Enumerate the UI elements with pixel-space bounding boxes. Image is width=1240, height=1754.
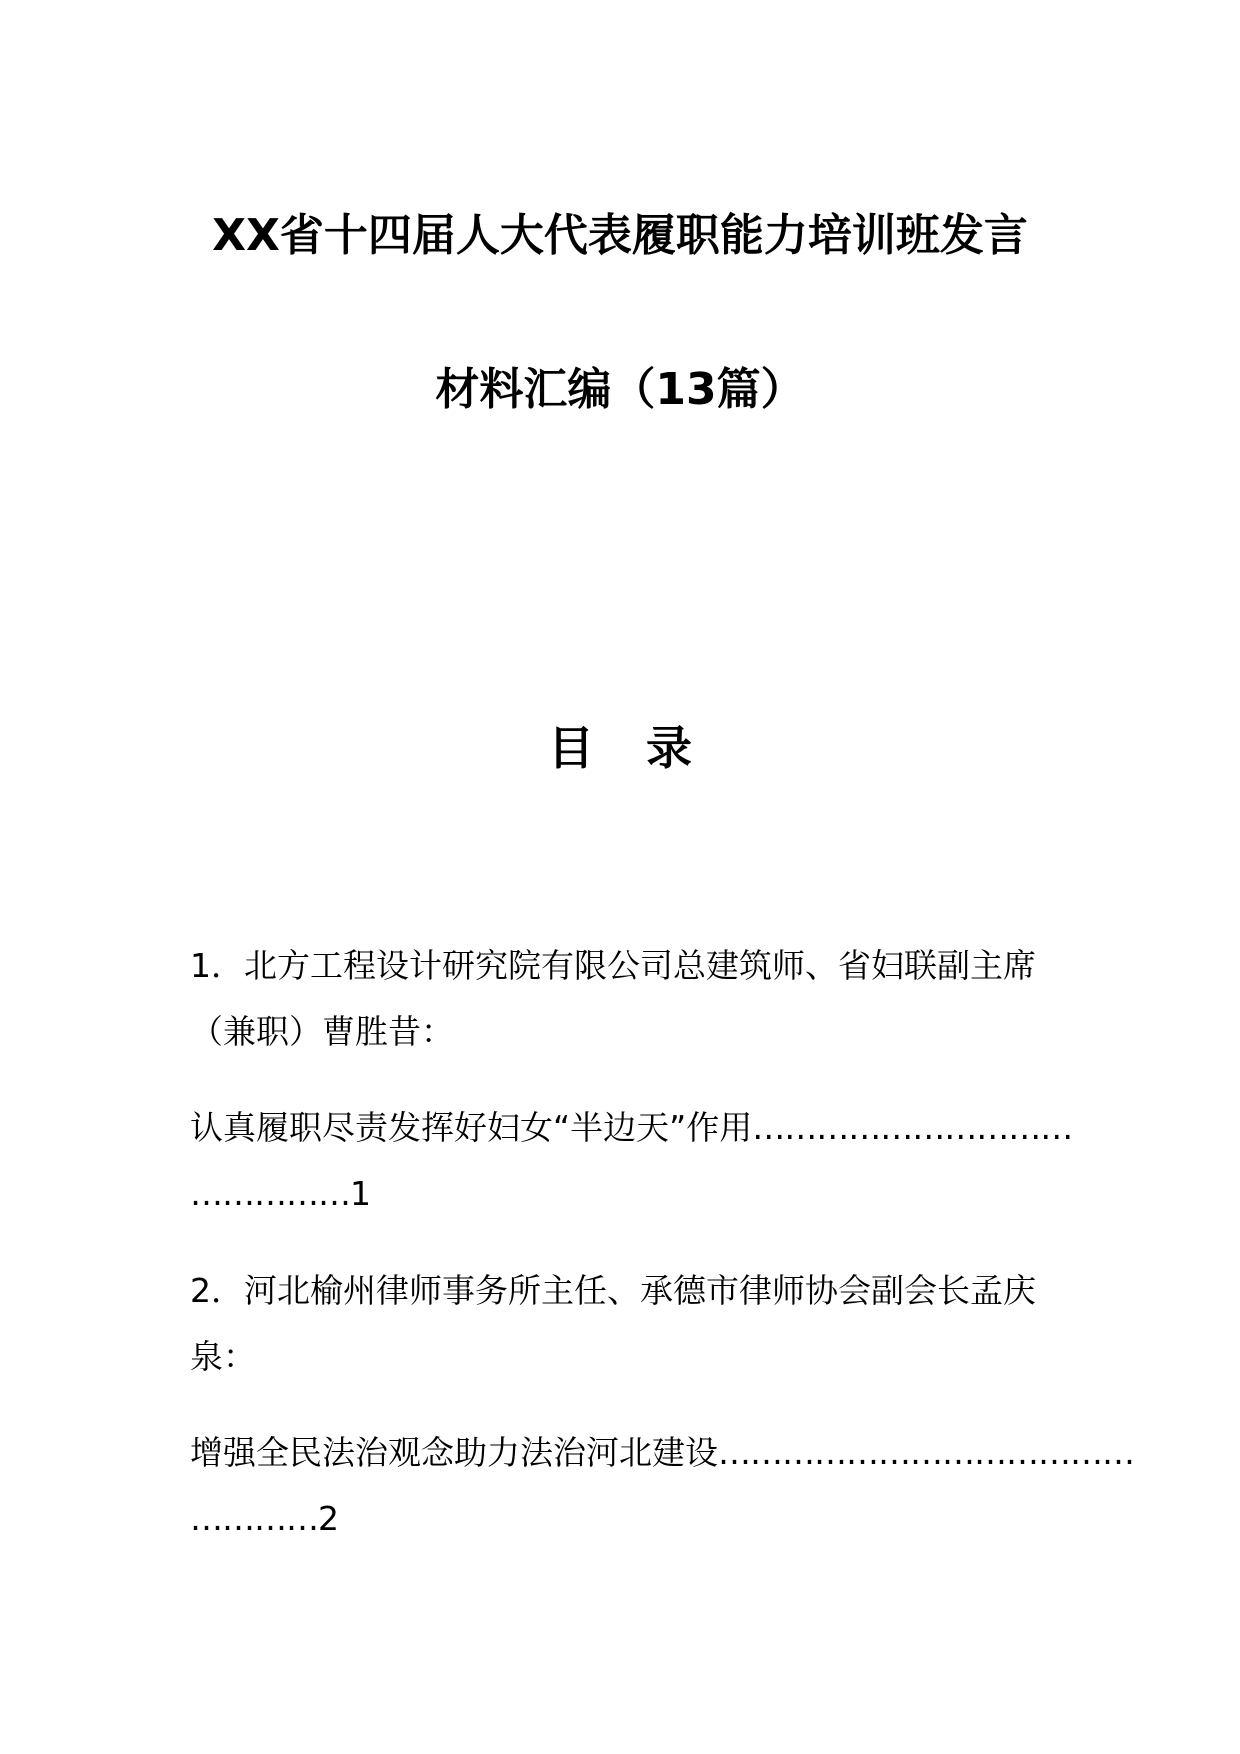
toc-entry-1-page-number: 1 bbox=[350, 1174, 371, 1213]
toc-entry-1-speaker-line-1: 1．北方工程设计研究院有限公司总建筑师、省妇联副主席 bbox=[190, 946, 1036, 985]
toc-entry-2-dot-leader-continued: ………… bbox=[190, 1499, 318, 1538]
toc-entry-1-dot-leader: ………………………… bbox=[752, 1108, 1073, 1147]
toc-entry-2-page-number: 2 bbox=[318, 1499, 339, 1538]
toc-heading: 目 录 bbox=[547, 721, 710, 775]
toc-entry-1-topic: 认真履职尽责发挥好妇女“半边天”作用 bbox=[190, 1108, 753, 1147]
toc-entry-2-speaker-line-2: 泉： bbox=[190, 1337, 256, 1376]
toc-entry-1-topic-row bbox=[190, 1105, 1072, 1151]
document-title-line-2: 材料汇编（13篇） bbox=[435, 364, 805, 415]
toc-entry-1-dot-leader-continued: …………… bbox=[190, 1174, 350, 1213]
toc-entry-2-page-row bbox=[190, 1496, 339, 1542]
document-title-line-1: XX省十四届人大代表履职能力培训班发言 bbox=[212, 210, 1028, 261]
toc-entry-1-speaker-line-2: （兼职）曹胜昔： bbox=[190, 1012, 454, 1051]
toc-entry-2-speaker-line-1: 2．河北榆州律师事务所主任、承德市律师协会副会长孟庆 bbox=[190, 1271, 1036, 1310]
toc-entry-2-topic: 增强全民法治观念助力法治河北建设 bbox=[190, 1433, 718, 1472]
toc-entry-2-topic-row bbox=[190, 1430, 1134, 1476]
toc-entry-1-page-row bbox=[190, 1171, 371, 1217]
toc-entry-2-dot-leader: ………………………………… bbox=[718, 1433, 1134, 1472]
